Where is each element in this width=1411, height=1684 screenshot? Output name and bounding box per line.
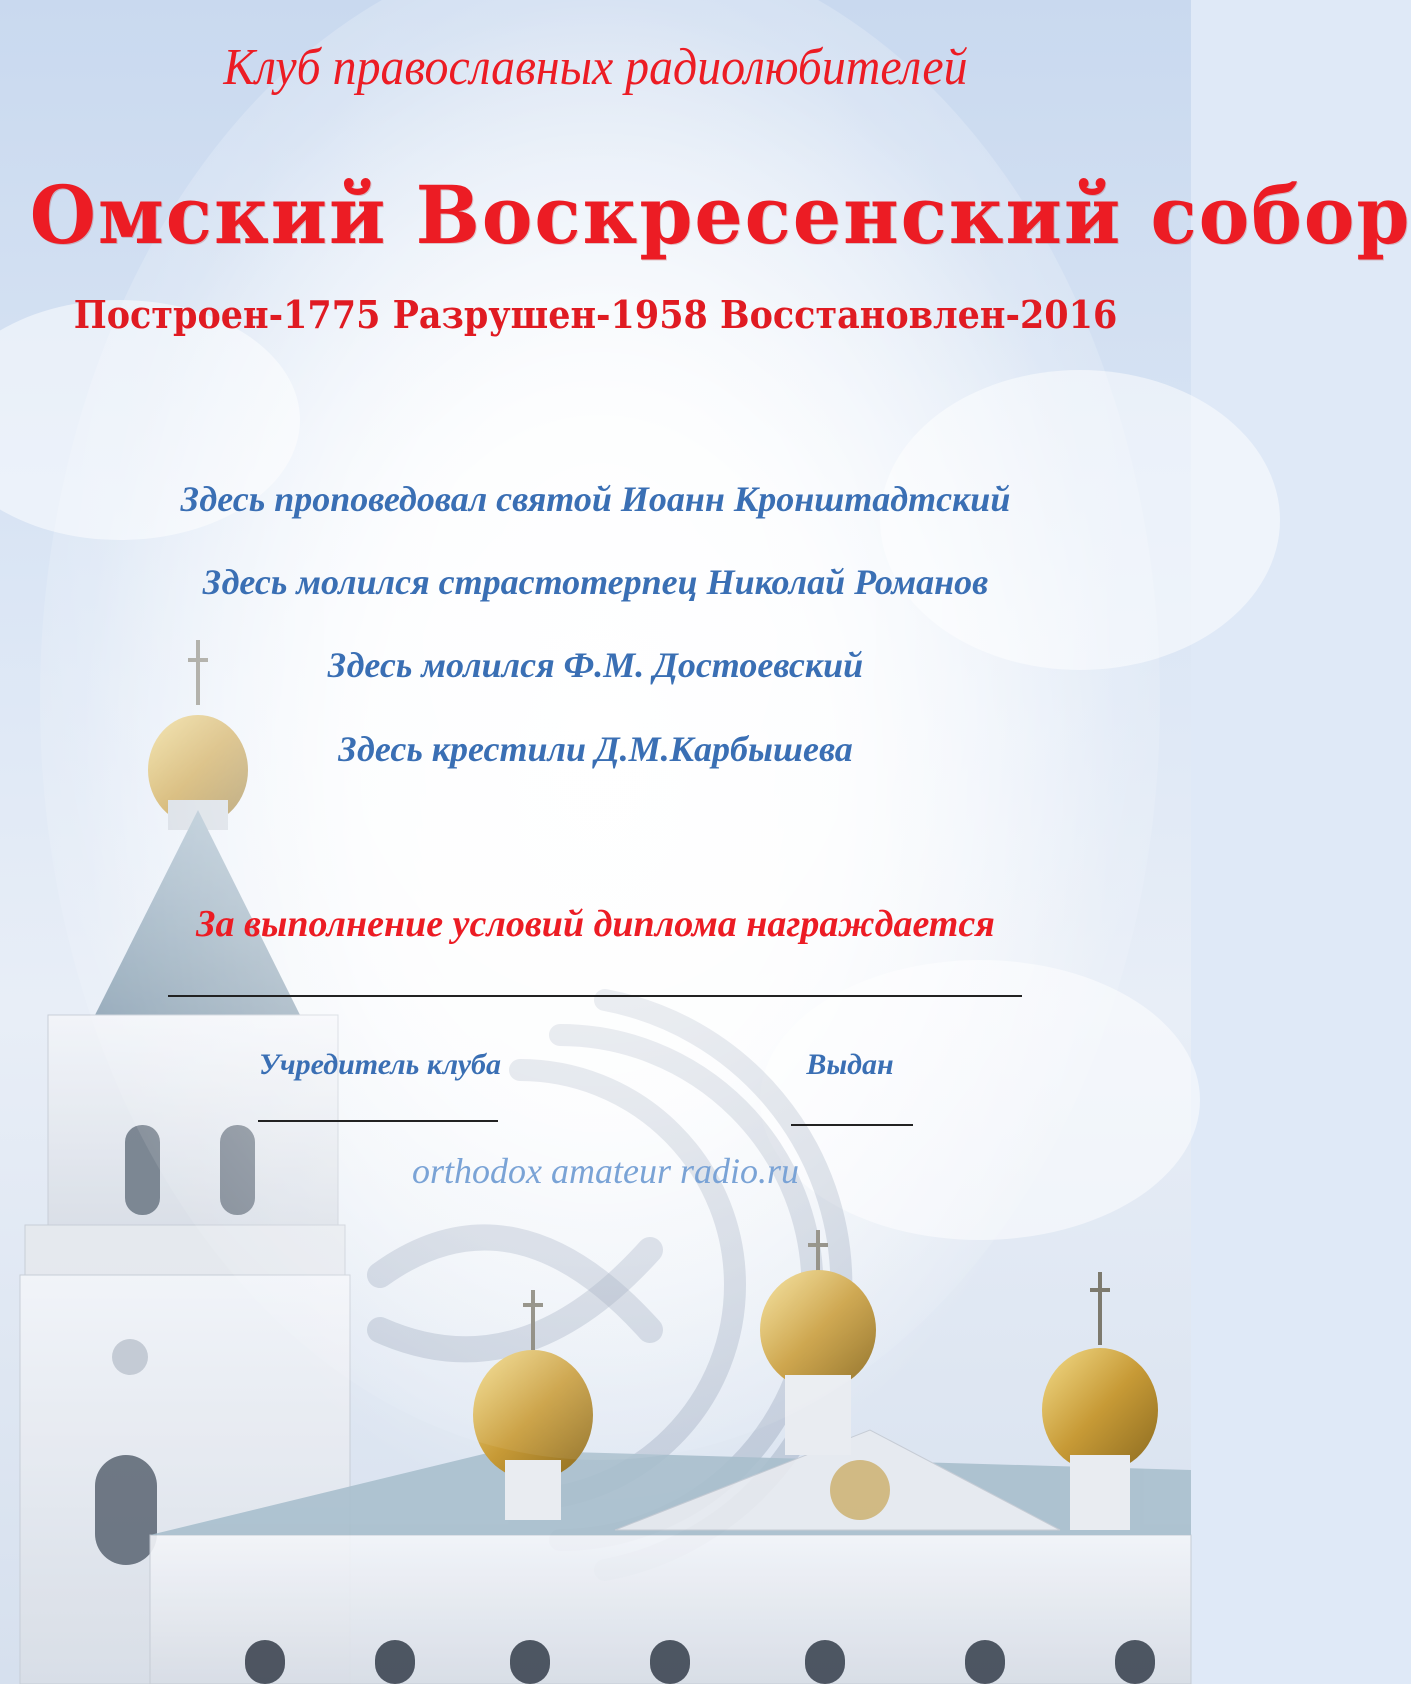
fact-line: Здесь проповедовал святой Иоанн Кронштадтский [180, 479, 1011, 519]
website-link: orthodox amateur radio.ru [412, 1151, 799, 1191]
history-dates: Построен-1775 Разрушен-1958 Восстановлен-2016 [73, 292, 1118, 337]
club-title: Клуб православных радиолюбителей [223, 39, 968, 96]
issued-label: Выдан [806, 1048, 894, 1081]
issued-date-line [791, 1124, 913, 1126]
fact-line: Здесь молился Ф.М. Достоевский [327, 645, 864, 685]
fact-line: Здесь крестили Д.М.Карбышева [338, 729, 853, 769]
fact-line: Здесь молился страстотерпец Николай Романов [202, 562, 989, 602]
founder-label: Учредитель клуба [259, 1048, 501, 1081]
recipient-name-line [168, 995, 1022, 997]
founder-signature-line [258, 1120, 498, 1122]
cathedral-title: Омский Воскресенский собор [29, 168, 1411, 262]
award-text: За выполнение условий диплома награждается [196, 903, 995, 945]
